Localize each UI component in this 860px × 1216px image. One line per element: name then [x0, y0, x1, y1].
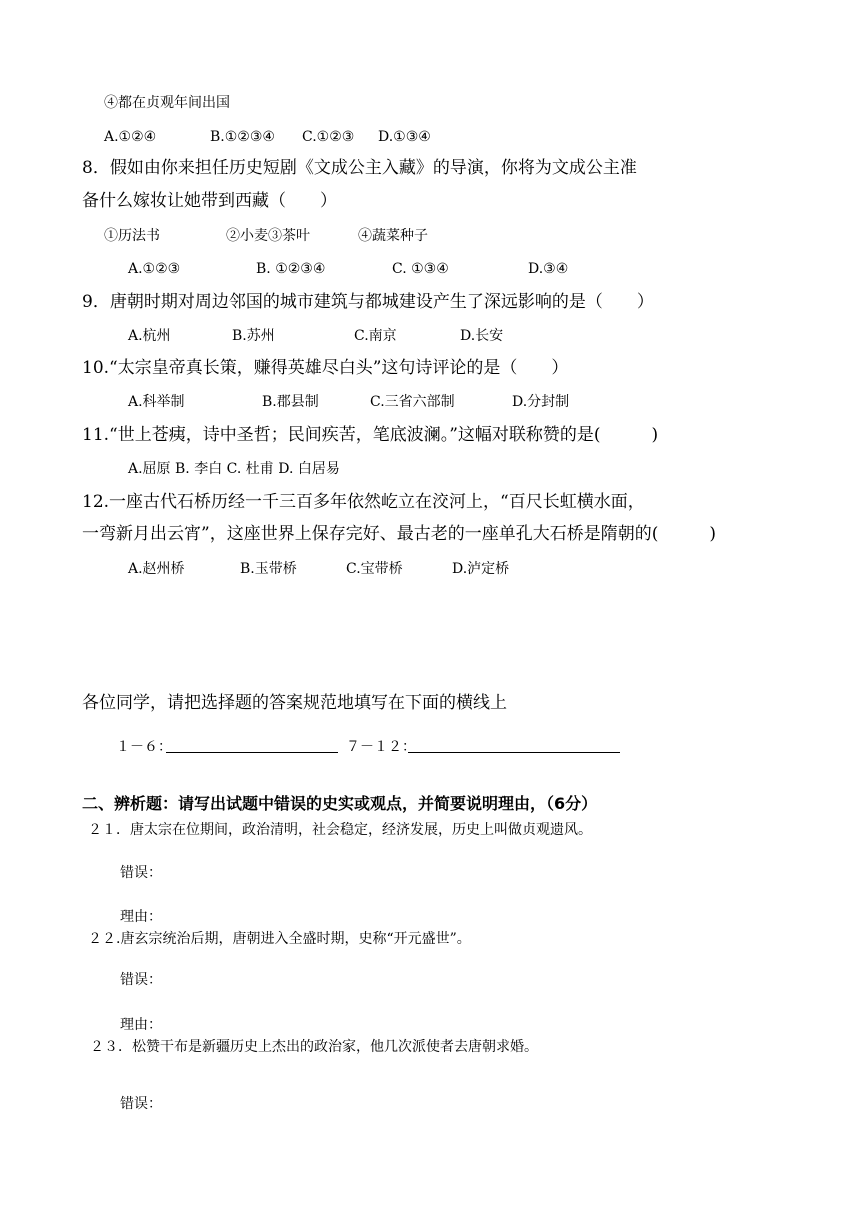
- q21-reason-label: 理由：: [120, 909, 162, 925]
- q8-option-d: D.③④: [528, 261, 569, 277]
- q7-option-c: C.①②③: [302, 129, 355, 145]
- q11-options: A.屈原 B. 李白 C. 杜甫 D. 白居易: [128, 461, 340, 477]
- q8-item-4: ④蔬菜种子: [358, 228, 428, 244]
- q22-text: ２２.唐玄宗统治后期，唐朝进入全盛时期，史称“开元盛世”。: [88, 931, 471, 947]
- q22-error-label: 错误：: [120, 972, 162, 988]
- q12-option-a: A.赵州桥: [128, 561, 185, 577]
- q9-option-a: A.杭州: [128, 328, 171, 344]
- q12-text-line2: 一弯新月出云宵”，这座世界上保存完好、最古老的一座单孔大石桥是隋朝的( ): [82, 524, 716, 544]
- q7-option-a: A.①②④: [104, 129, 157, 145]
- answer-blank-1-6[interactable]: [166, 752, 338, 753]
- q22-reason-label: 理由：: [120, 1017, 162, 1033]
- q21-error-label: 错误：: [120, 865, 162, 881]
- q8-text-line2: 备什么嫁妆让她带到西藏（ ）: [82, 191, 337, 211]
- q8-item-1: ①历法书: [104, 228, 160, 244]
- q9-text: 9．唐朝时期对周边邻国的城市建筑与都城建设产生了深远影响的是（ ）: [82, 292, 654, 312]
- q9-option-d: D.长安: [460, 328, 504, 344]
- q23-error-label: 错误：: [120, 1096, 162, 1112]
- q12-option-c: C.宝带桥: [346, 561, 403, 577]
- q23-text: ２３．松赞干布是新疆历史上杰出的政治家，他几次派使者去唐朝求婚。: [90, 1039, 538, 1055]
- q12-option-d: D.泸定桥: [452, 561, 510, 577]
- q8-item-2-3: ②小麦③茶叶: [226, 228, 310, 244]
- q8-option-b: B. ①②③④: [256, 261, 326, 277]
- q10-option-d: D.分封制: [512, 394, 570, 410]
- q10-option-b: B.郡县制: [262, 394, 319, 410]
- q7-item-4: ④都在贞观年间出国: [104, 95, 230, 111]
- answer-instruction: 各位同学，请把选择题的答案规范地填写在下面的横线上: [82, 693, 507, 713]
- q10-text: 10.“太宗皇帝真长策，赚得英雄尽白头”这句诗评论的是（ ）: [82, 358, 569, 378]
- q7-option-d: D.①③④: [378, 129, 431, 145]
- answer-label-7-12: ７－１２：: [346, 739, 416, 755]
- q11-text: 11.“世上苍痍，诗中圣哲；民间疾苦，笔底波澜。”这幅对联称赞的是( ): [82, 425, 659, 445]
- q21-text: ２１．唐太宗在位期间，政治清明，社会稳定，经济发展，历史上叫做贞观遗风。: [88, 822, 592, 838]
- answer-label-1-6: １－６：: [116, 739, 172, 755]
- q8-option-c: C. ①③④: [392, 261, 449, 277]
- section-2-heading: 二、辨析题：请写出试题中错误的史实或观点，并简要说明理由，（6分）: [82, 794, 598, 813]
- q12-option-b: B.玉带桥: [240, 561, 297, 577]
- q8-option-a: A.①②③: [128, 261, 181, 277]
- answer-blank-7-12[interactable]: [408, 752, 620, 753]
- q7-option-b: B.①②③④: [210, 129, 275, 145]
- q9-option-b: B.苏州: [232, 328, 275, 344]
- q10-option-c: C.三省六部制: [370, 394, 455, 410]
- q10-option-a: A.科举制: [128, 394, 185, 410]
- q9-option-c: C.南京: [354, 328, 397, 344]
- q8-text-line1: 8．假如由你来担任历史短剧《文成公主入藏》的导演，你将为文成公主准: [82, 158, 637, 178]
- q12-text-line1: 12.一座古代石桥历经一千三百多年依然屹立在洨河上，“百尺长虹横水面，: [82, 492, 645, 512]
